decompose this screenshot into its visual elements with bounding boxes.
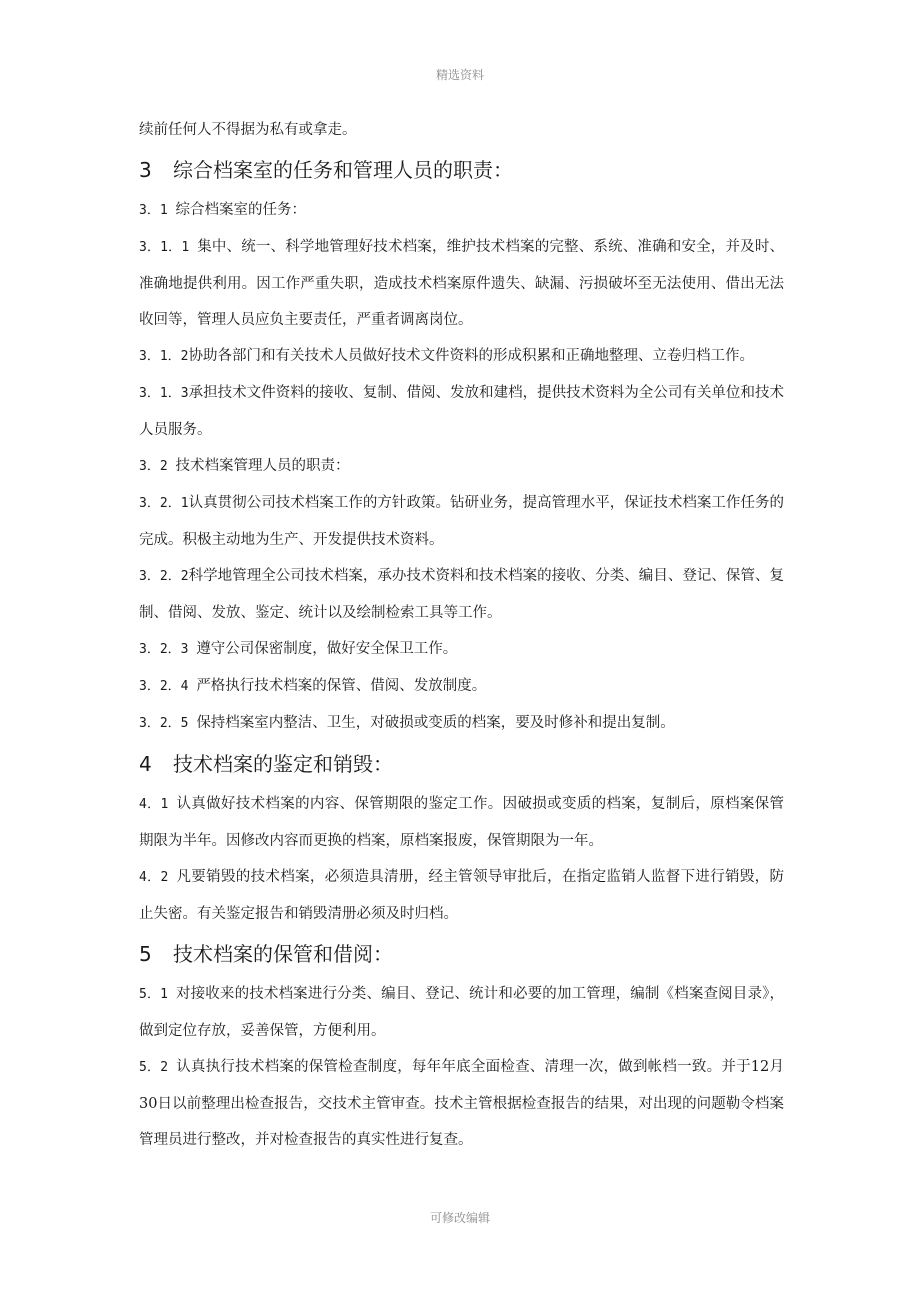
paragraph [139, 375, 784, 448]
clause-number: 3．2 [139, 459, 176, 474]
page-footer: 可修改编辑 [429, 1211, 490, 1225]
document-body [139, 112, 784, 1158]
clause-number: 5．2 [139, 1060, 177, 1075]
clause-number: 3．2．1 [139, 496, 189, 511]
paragraph [139, 229, 784, 338]
paragraph [139, 668, 784, 705]
paragraph [139, 705, 784, 742]
paragraph-text: 遵守公司保密制度，做好安全保卫工作。 [196, 641, 458, 657]
clause-number: 3．2．2 [139, 569, 189, 584]
heading-number: 3 [139, 158, 152, 182]
clause-number: 4．2 [139, 870, 177, 885]
page-header: 精选资料 [435, 68, 484, 82]
clause-number: 3．2．3 [139, 642, 197, 657]
paragraph [139, 485, 784, 558]
heading-number: 4 [139, 752, 152, 776]
paragraph-text: 科学地管理全公司技术档案，承办技术资料和技术档案的接收、分类、编目、登记、保管、复制、借阅、发放、鉴定、统计以及绘制检索工具等工作。 [139, 568, 784, 621]
heading-text: 技术档案的鉴定和销毁： [173, 752, 393, 776]
clause-number: 5．1 [139, 987, 176, 1002]
heading-number: 5 [139, 942, 152, 966]
clause-number: 4．1 [139, 797, 177, 812]
paragraph [139, 558, 784, 631]
paragraph [139, 1049, 784, 1158]
paragraph [139, 112, 784, 148]
clause-number: 3．2．5 [139, 716, 197, 731]
paragraph [139, 859, 784, 932]
paragraph [139, 976, 784, 1049]
paragraph [139, 631, 784, 668]
paragraph-text: 承担技术文件资料的接收、复制、借阅、发放和建档，提供技术资料为全公司有关单位和技术人员服务。 [139, 385, 784, 438]
paragraph-text: 续前任何人不得据为私有或拿走。 [139, 122, 357, 138]
paragraph-text: 保持档案室内整洁、卫生，对破损或变质的档案，要及时修补和提出复制。 [196, 715, 675, 731]
clause-number: 3．1．3 [139, 386, 189, 401]
clause-number: 3．1．2 [139, 349, 189, 364]
paragraph [139, 786, 784, 859]
section-heading [139, 742, 784, 786]
heading-text: 综合档案室的任务和管理人员的职责： [173, 158, 513, 182]
paragraph-text: 认真做好技术档案的内容、保管期限的鉴定工作。因破损或变质的档案，复制后，原档案保管期限为半年。因修改内容而更换的档案，原档案报废，保管期限为一年。 [139, 796, 785, 849]
paragraph-text: 认真执行技术档案的保管检查制度，每年年底全面检查、清理一次，做到帐档一致。并于12月30日以前整理出检查报告，交技术主管审查。技术主管根据检查报告的结果，对出现的问题勒令档案管理员进行整改，并对检查报告的真实性进行复查。 [139, 1059, 784, 1148]
paragraph-text: 认真贯彻公司技术档案工作的方针政策。钻研业务，提高管理水平，保证技术档案工作任务的完成。积极主动地为生产、开发提供技术资料。 [139, 495, 784, 548]
paragraph-text: 凡要销毁的技术档案，必须造具清册，经主管领导审批后，在指定监销人监督下进行销毁，防止失密。有关鉴定报告和销毁清册必须及时归档。 [139, 869, 785, 922]
clause-number: 3．1．1 [139, 240, 198, 255]
paragraph [139, 338, 784, 375]
paragraph-text: 对接收来的技术档案进行分类、编目、登记、统计和必要的加工管理，编制《档案查阅目录》，做到定位存放，妥善保管，方便利用。 [139, 986, 785, 1039]
paragraph-text: 技术档案管理人员的职责： [175, 458, 350, 474]
heading-text: 技术档案的保管和借阅： [173, 942, 393, 966]
section-heading [139, 932, 784, 976]
clause-number: 3．1 [139, 203, 176, 218]
paragraph-text: 综合档案室的任务： [175, 202, 306, 218]
clause-number: 3．2．4 [139, 679, 197, 694]
paragraph-text: 集中、统一、科学地管理好技术档案，维护技术档案的完整、系统、准确和安全，并及时、准确地提供利用。因工作严重失职，造成技术档案原件遗失、缺漏、污损破坏至无法使用、借出无法收回等，管理人员应负主要责任，严重者调离岗位。 [139, 239, 784, 328]
paragraph-text: 协助各部门和有关技术人员做好技术文件资料的形成积累和正确地整理、立卷归档工作。 [188, 348, 754, 364]
paragraph-text: 严格执行技术档案的保管、借阅、发放制度。 [196, 678, 487, 694]
paragraph [139, 448, 784, 485]
paragraph [139, 192, 784, 229]
section-heading [139, 148, 784, 192]
